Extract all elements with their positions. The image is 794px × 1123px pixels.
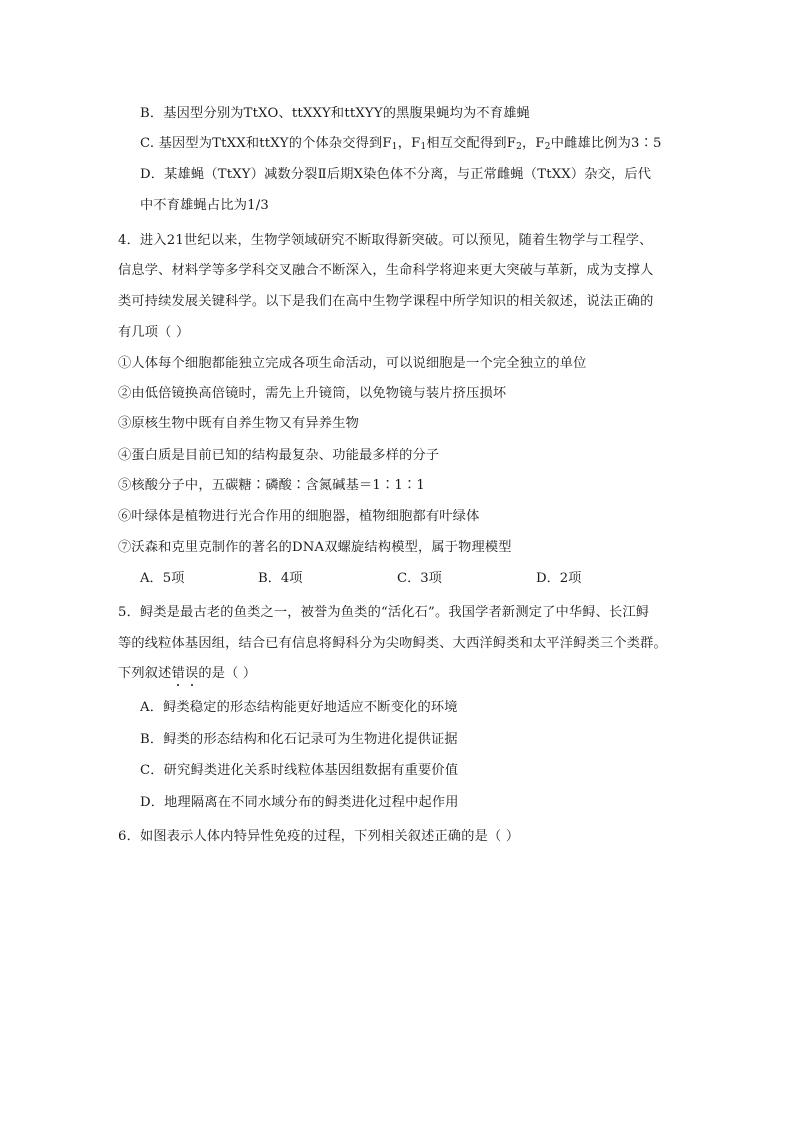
q5-option-b[interactable]: B．鲟类的形态结构和化石记录可为生物进化提供证据: [140, 732, 458, 747]
q4-choice-d[interactable]: D．2项: [536, 571, 582, 586]
q3-option-b: B．基因型分别为TtXO、ttXXY和ttXYY的黑腹果蝇均为不育雄蝇: [140, 106, 530, 121]
q5-option-d[interactable]: D．地理隔离在不同水域分布的鲟类进化过程中起作用: [140, 795, 459, 810]
q4-stem-line3: 类可持续发展关键科学。以下是我们在高中生物学课程中所学知识的相关叙述，说法正确的: [118, 294, 654, 309]
q4-choice-b[interactable]: B．4项: [258, 571, 303, 586]
q4-stem-line4: 有几项（ ）: [118, 325, 190, 340]
q3-option-d-line2: 中不育雄蝇占比为1/3: [140, 198, 269, 213]
q5-option-a[interactable]: A．鲟类稳定的形态结构能更好地适应不断变化的环境: [140, 700, 458, 715]
q3-option-c: C. 基因型为TtXX和ttXY的个体杂交得到$F_1$，$F_1$相互交配得到$F_2$，$F_2$中雌雄比例为3∶5: [140, 136, 662, 152]
q4-statement-5: ⑤核酸分子中，五碳糖∶磷酸∶含氮碱基＝1∶1∶1: [118, 478, 425, 493]
q4-stem-line2: 信息学、材料学等多学科交叉融合不断深入，生命科学将迎来更大突破与革新，成为支撑人: [118, 263, 654, 278]
q4-statement-6: ⑥叶绿体是植物进行光合作用的细胞器，植物细胞都有叶绿体: [118, 509, 480, 524]
q4-choice-a[interactable]: A．5项: [140, 571, 185, 586]
q3-option-d-line1: D．某雄蝇（TtXY）减数分裂Ⅱ后期X染色体不分离，与正常雌蝇（TtXX）杂交，后代: [140, 167, 652, 182]
q4-stem-line1: 4．进入21世纪以来，生物学领域研究不断取得新突破。可以预见，随着生物学与工程学、: [118, 233, 653, 248]
q4-statement-7: ⑦沃森和克里克制作的著名的DNA双螺旋结构模型，属于物理模型: [118, 540, 512, 555]
q4-choice-c[interactable]: C．3项: [397, 571, 442, 586]
q6-stem: 6．如图表示人体内特异性免疫的过程，下列相关叙述正确的是（ ）: [118, 829, 520, 844]
emphasis-dot-char: 错: [171, 666, 185, 681]
q4-statement-3: ③原核生物中既有自养生物又有异养生物: [118, 416, 359, 431]
q4-choices: [140, 570, 700, 588]
q4-statement-2: ②由低倍镜换高倍镜时，需先上升镜筒，以免物镜与装片挤压损坏: [118, 386, 507, 401]
q5-option-c[interactable]: C．研究鲟类进化关系时线粒体基因组数据有重要价值: [140, 763, 459, 778]
q4-statement-4: ④蛋白质是目前已知的结构最复杂、功能最多样的分子: [118, 448, 440, 463]
q4-statement-1: ①人体每个细胞都能独立完成各项生命活动，可以说细胞是一个完全独立的单位: [118, 356, 587, 371]
q5-stem-line2: 等的线粒体基因组，结合已有信息将鲟科分为尖吻鲟类、大西洋鲟类和太平洋鲟类三个类群。: [118, 636, 667, 651]
q5-stem-line1: 5．鲟类是最古老的鱼类之一，被誉为鱼类的“活化石”。我国学者新测定了中华鲟、长江鲟: [118, 605, 650, 620]
q5-stem-line3: 下列叙述错误的是（ ）: [118, 666, 257, 681]
emphasis-dot-char: 误: [184, 666, 199, 681]
